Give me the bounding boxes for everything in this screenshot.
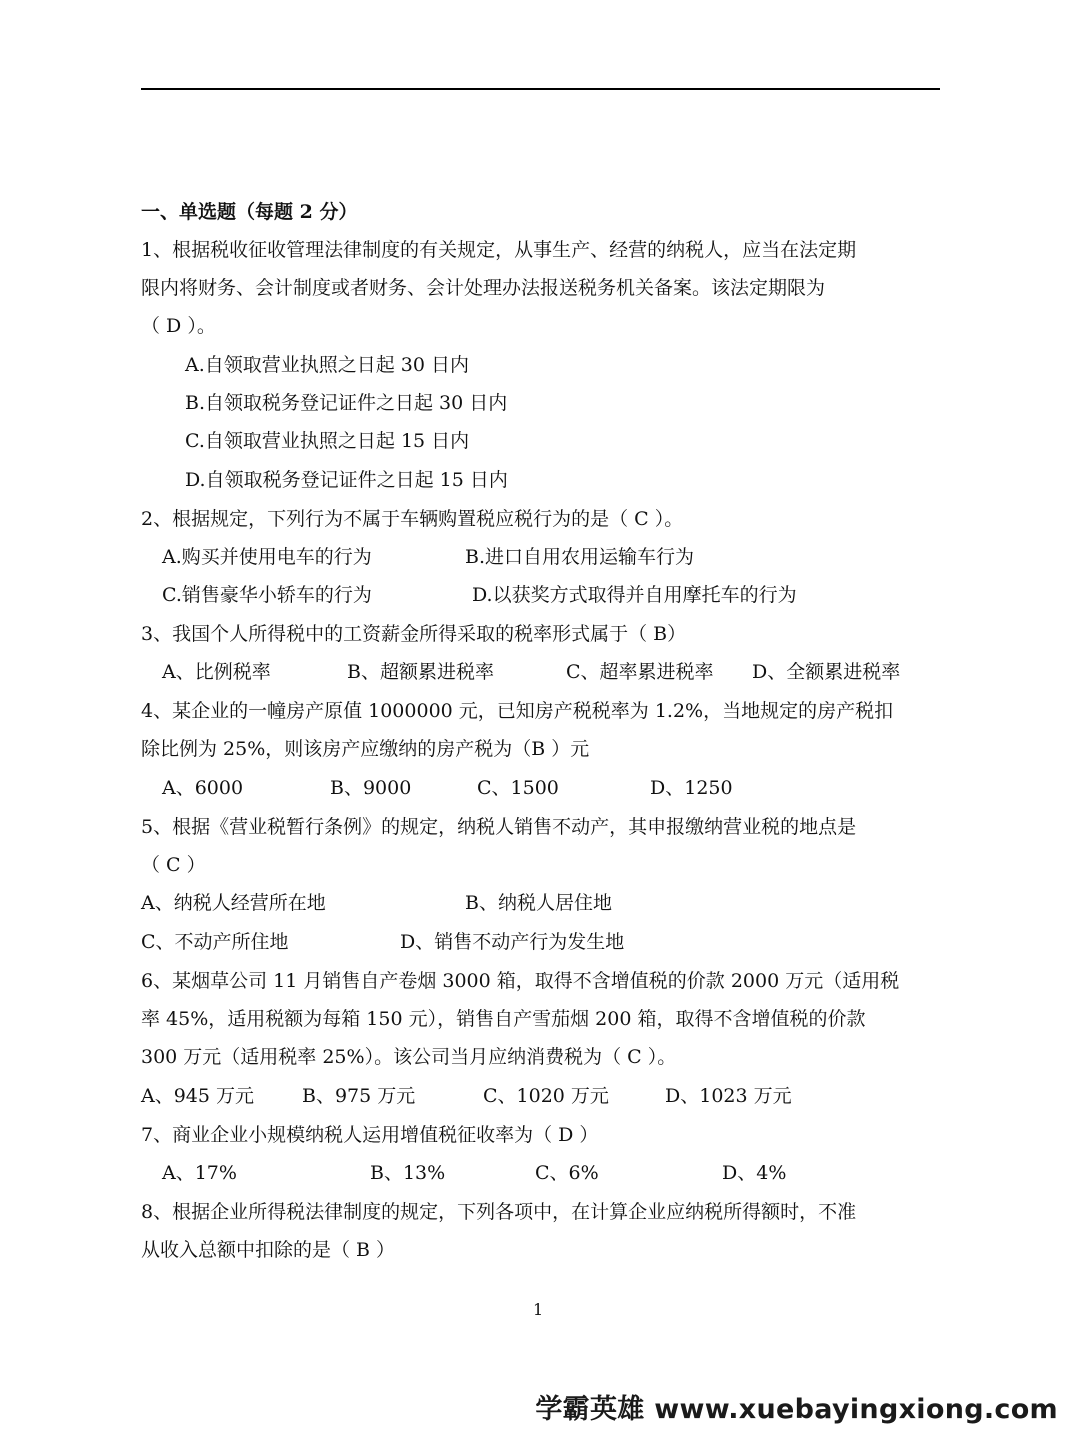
question-4-option-d: D、1250 bbox=[650, 777, 733, 799]
question-7-option-c: C、6% bbox=[535, 1162, 599, 1184]
question-4-line-2: 除比例为 25%，则该房产应缴纳的房产税为（B ）元 bbox=[141, 738, 590, 760]
question-2-option-b: B.进口自用农用运输车行为 bbox=[465, 546, 695, 568]
question-5-option-a: A、纳税人经营所在地 bbox=[141, 892, 326, 914]
question-6-line-3: 300 万元（适用税率 25%）。该公司当月应纳消费税为（ C ）。 bbox=[141, 1046, 677, 1068]
question-3-option-d: D、全额累进税率 bbox=[752, 661, 901, 683]
question-2-option-c: C.销售豪华小轿车的行为 bbox=[162, 584, 372, 606]
question-1-line-2: 限内将财务、会计制度或者财务、会计处理办法报送税务机关备案。该法定期限为 bbox=[141, 277, 826, 299]
question-5-option-d: D、销售不动产行为发生地 bbox=[400, 931, 625, 953]
question-3: 3、我国个人所得税中的工资薪金所得采取的税率形式属于（ B） bbox=[141, 623, 687, 645]
question-3-option-a: A、比例税率 bbox=[162, 661, 271, 683]
question-4-line-1: 4、某企业的一幢房产原值 1000000 元，已知房产税税率为 1.2%，当地规定的房产税扣 bbox=[141, 700, 894, 722]
page-number: 1 bbox=[533, 1300, 544, 1319]
question-8-line-1: 8、根据企业所得税法律制度的规定，下列各项中，在计算企业应纳税所得额时，不准 bbox=[141, 1201, 857, 1223]
question-1-option-a: A.自领取营业执照之日起 30 日内 bbox=[185, 354, 470, 376]
question-2: 2、根据规定，下列行为不属于车辆购置税应税行为的是（ C ）。 bbox=[141, 508, 684, 530]
question-1-option-c: C.自领取营业执照之日起 15 日内 bbox=[185, 430, 470, 452]
question-1-option-b: B.自领取税务登记证件之日起 30 日内 bbox=[185, 392, 508, 414]
question-2-option-a: A.购买并使用电车的行为 bbox=[162, 546, 372, 568]
header-rule bbox=[141, 88, 940, 90]
question-6-line-1: 6、某烟草公司 11 月销售自产卷烟 3000 箱，取得不含增值税的价款 2000 万元（适用税 bbox=[141, 970, 900, 992]
question-6-option-b: B、975 万元 bbox=[302, 1085, 416, 1107]
question-1-answer: （ D ）。 bbox=[141, 315, 216, 337]
question-5-option-c: C、不动产所住地 bbox=[141, 931, 289, 953]
watermark: 学霸英雄 www.xuebayingxiong.com bbox=[535, 1394, 1058, 1425]
question-4-option-a: A、6000 bbox=[162, 777, 244, 799]
question-3-option-b: B、超额累进税率 bbox=[347, 661, 494, 683]
question-6-option-a: A、945 万元 bbox=[141, 1085, 255, 1107]
question-5-answer: （ C ） bbox=[141, 854, 206, 876]
question-7-option-a: A、17% bbox=[162, 1162, 237, 1184]
question-6-option-c: C、1020 万元 bbox=[483, 1085, 609, 1107]
question-2-option-d: D.以获奖方式取得并自用摩托车的行为 bbox=[472, 584, 797, 606]
question-3-option-c: C、超率累进税率 bbox=[566, 661, 714, 683]
question-7-option-d: D、4% bbox=[722, 1162, 787, 1184]
question-7-option-b: B、13% bbox=[370, 1162, 446, 1184]
question-4-option-c: C、1500 bbox=[477, 777, 559, 799]
question-5-line-1: 5、根据《营业税暂行条例》的规定，纳税人销售不动产，其申报缴纳营业税的地点是 bbox=[141, 816, 857, 838]
question-5-option-b: B、纳税人居住地 bbox=[465, 892, 612, 914]
question-6-option-d: D、1023 万元 bbox=[665, 1085, 792, 1107]
question-4-option-b: B、9000 bbox=[330, 777, 412, 799]
question-1-option-d: D.自领取税务登记证件之日起 15 日内 bbox=[185, 469, 508, 491]
question-1-line-1: 1、根据税收征收管理法律制度的有关规定，从事生产、经营的纳税人，应当在法定期 bbox=[141, 239, 857, 261]
section-title: 一、单选题（每题 2 分） bbox=[141, 201, 358, 223]
question-7: 7、商业企业小规模纳税人运用增值税征收率为（ D ） bbox=[141, 1124, 599, 1146]
question-8-line-2: 从收入总额中扣除的是（ B ） bbox=[141, 1239, 396, 1261]
question-6-line-2: 率 45%，适用税额为每箱 150 元），销售自产雪茄烟 200 箱，取得不含增值税的价款 bbox=[141, 1008, 866, 1030]
